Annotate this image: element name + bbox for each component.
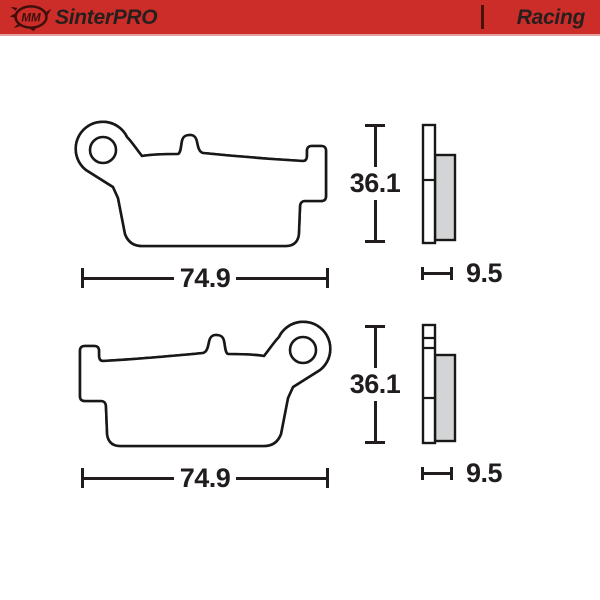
width-dimension-upper <box>81 262 329 293</box>
dimension-tick <box>365 441 385 444</box>
thickness-dimension-upper <box>421 257 541 288</box>
dimension-tick <box>326 468 329 488</box>
dimension-line <box>374 127 377 167</box>
dimension-line <box>84 477 174 480</box>
width-value-label: 74.9 <box>179 262 231 293</box>
dimension-tick <box>450 467 453 480</box>
header-divider <box>481 5 484 29</box>
height-value-label: 36.1 <box>349 168 401 198</box>
logo-monogram: MM <box>21 12 41 25</box>
dimension-line <box>84 277 174 280</box>
dimension-tick <box>365 240 385 243</box>
dimension-line <box>236 477 326 480</box>
thickness-value-label: 9.5 <box>466 457 503 488</box>
thickness-dimension-lower <box>421 457 541 488</box>
brake-pad-front-view-lower <box>72 315 334 455</box>
brake-pad-side-view-upper <box>420 122 458 246</box>
thickness-value-label: 9.5 <box>466 257 503 288</box>
height-value-label: 36.1 <box>349 369 401 399</box>
dimension-line <box>374 401 377 441</box>
brake-pad-front-view-upper <box>72 115 334 255</box>
dimension-line <box>374 200 377 240</box>
height-dimension-lower <box>347 325 403 444</box>
width-dimension-lower <box>81 462 329 493</box>
header-banner <box>0 0 600 36</box>
width-value-label: 74.9 <box>179 462 231 493</box>
brand-title: SinterPRO <box>55 6 158 29</box>
dimension-line <box>424 472 450 475</box>
dimension-tick <box>326 268 329 288</box>
series-title: Racing <box>516 6 585 29</box>
dimension-line <box>424 272 450 275</box>
dimension-line <box>374 328 377 368</box>
height-dimension-upper <box>347 124 403 243</box>
moto-master-logo-icon <box>10 3 52 31</box>
dimension-tick <box>450 267 453 280</box>
dimension-line <box>236 277 326 280</box>
brake-pad-side-view-lower <box>420 322 458 446</box>
